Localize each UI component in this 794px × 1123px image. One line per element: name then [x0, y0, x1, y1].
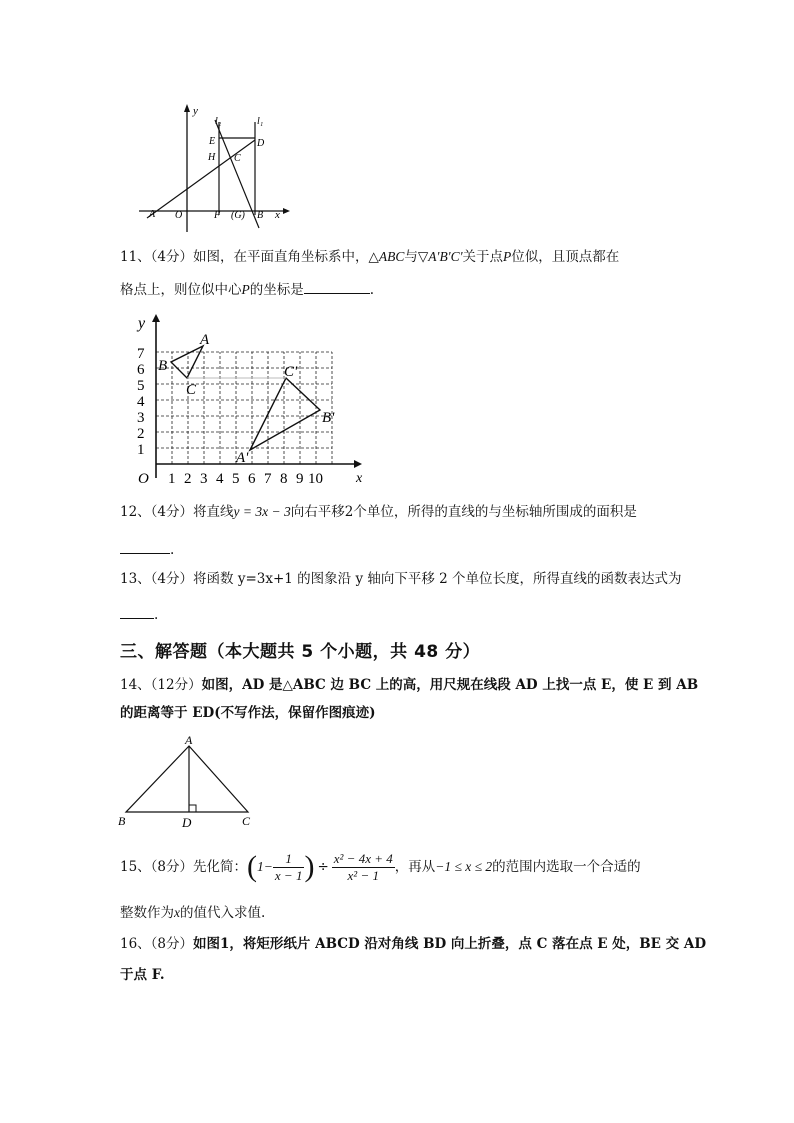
label-b: B: [257, 210, 264, 221]
q11-text-a: 如图，在平面直角坐标系中，: [193, 249, 369, 265]
question-14-line1: [120, 675, 698, 695]
x-axis-arrow: [354, 460, 362, 468]
label-l2: l₂: [215, 116, 222, 127]
label-c: C: [186, 382, 197, 398]
fraction-1-denominator: x − 1: [274, 867, 303, 883]
label-origin: O: [138, 471, 149, 487]
label-a: A: [200, 332, 210, 348]
fraction-2: [332, 851, 395, 884]
label-y: y: [193, 105, 198, 117]
answer-blank[interactable]: [120, 604, 154, 619]
x-tick-label: 5: [232, 471, 240, 487]
q12-text-a: 将直线: [193, 504, 234, 520]
section-heading: 三、解答题（本大题共 5 个小题，共 48 分）: [120, 642, 481, 662]
y-tick-label: 7: [137, 346, 145, 362]
fraction-2-denominator: x² − 1: [347, 867, 379, 883]
dashed-grid: [156, 352, 332, 464]
label-d: D: [182, 815, 192, 830]
divide-sign: ÷: [317, 859, 329, 875]
q15-line2a: 整数作为: [120, 905, 174, 921]
y-tick-label: 4: [137, 394, 145, 410]
question-11-line2: [120, 279, 374, 300]
label-o: O: [175, 210, 183, 221]
question-14-line2: 的距离等于 ED(不写作法，保留作图痕迹): [120, 705, 376, 721]
x-tick-label: 1: [168, 471, 176, 487]
variable-x: x: [174, 905, 180, 920]
question-12-line1: [120, 502, 637, 522]
y-tick-label: 6: [137, 362, 145, 378]
period: .: [170, 542, 175, 558]
q11-text-c: 关于点: [462, 249, 503, 265]
x-tick-label: 2: [184, 471, 192, 487]
period: .: [154, 607, 159, 623]
fraction-1-numerator: 1: [273, 851, 305, 868]
q15-text-b: ，再从: [394, 859, 436, 875]
one-minus: 1−: [257, 859, 273, 874]
triangle-abc-shape: [171, 346, 203, 378]
point-p-2: P: [241, 282, 250, 297]
q15-text-a: 先化简：: [193, 859, 248, 875]
question-number: 12、（4分）: [120, 504, 194, 520]
y-tick-label: 2: [137, 426, 145, 442]
label-e: E: [209, 136, 216, 147]
figure-q14-triangle: [112, 732, 262, 832]
label-c: C: [234, 153, 241, 164]
y-axis-arrow: [184, 104, 190, 112]
x-tick-label: 3: [200, 471, 208, 487]
triangle-abc-shape: [126, 746, 248, 812]
y-axis-arrow: [152, 314, 160, 322]
q12-text-b: 向右平移2个单位，所得的直线的与坐标轴所围成的面积是: [290, 504, 637, 520]
x-tick-label: 10: [308, 471, 323, 487]
triangle-a2b2c2-shape: [250, 378, 320, 450]
equation: y = 3x − 3: [233, 504, 291, 519]
q16-line1: 如图1，将矩形纸片 ABCD 沿对角线 BD 向上折叠，点 C 落在点 E 处，BE 交 AD: [193, 936, 707, 952]
question-16-line2: 于点 F.: [120, 967, 165, 983]
triangle-abc: △ABC: [368, 249, 405, 264]
x-tick-label: 7: [264, 471, 272, 487]
question-number: 13、（4分）: [120, 571, 194, 587]
label-b: B: [118, 814, 126, 828]
label-d: D: [257, 138, 265, 149]
fraction-1: [273, 851, 305, 884]
y-tick-label: 1: [137, 442, 145, 458]
q15-line2b: 的值代入求值.: [180, 905, 266, 921]
label-a: A: [185, 733, 193, 747]
x-tick-label: 9: [296, 471, 304, 487]
question-13-line1: [120, 569, 682, 589]
question-13-line2: [120, 604, 158, 625]
question-number: 14、（12分）: [120, 677, 202, 693]
figure-q11-grid: [128, 312, 368, 490]
y-tick-label: 5: [137, 378, 145, 394]
fraction-2-numerator: x² − 4x + 4: [333, 850, 393, 866]
x-tick-label: 4: [216, 471, 224, 487]
x-tick-labels: [168, 471, 323, 487]
figure-q10: [135, 100, 295, 235]
point-p: P: [502, 249, 512, 264]
q11-text-d: 位似，且顶点都在: [511, 249, 620, 265]
q15-text-c: 的范围内选取一个合适的: [492, 859, 641, 875]
question-number: 11、（4分）: [120, 249, 194, 265]
q11-line2: 格点上，则位似中心: [120, 282, 242, 298]
right-paren: ): [304, 850, 315, 883]
label-x: x: [275, 209, 280, 221]
y-tick-labels: [137, 346, 145, 458]
x-tick-label: 8: [280, 471, 288, 487]
answer-blank[interactable]: [120, 539, 170, 554]
label-c2: C': [284, 364, 298, 380]
label-b2: B': [322, 410, 335, 426]
x-axis-arrow: [283, 208, 290, 214]
question-number: 16、（8分）: [120, 936, 194, 952]
label-y: y: [138, 315, 146, 332]
label-a: A: [149, 209, 156, 220]
right-angle-mark: [189, 805, 196, 812]
question-number: 15、（8分）: [120, 859, 194, 875]
label-a2: A': [236, 450, 249, 466]
triangle-a2b2c2: ▽A'B'C': [417, 249, 463, 264]
q11-line2b: 的坐标是: [249, 282, 304, 298]
question-12-line2: [120, 539, 174, 560]
label-b: B: [158, 358, 168, 374]
answer-blank[interactable]: [304, 279, 370, 294]
q14-line1: 如图，AD 是△ABC 边 BC 上的高，用尺规在线段 AD 上找一点 E，使 E 到 AB: [201, 677, 699, 693]
label-h: H: [208, 152, 216, 163]
left-paren: (: [247, 850, 258, 883]
label-g: (G): [231, 210, 245, 221]
question-15-line1: [120, 846, 641, 888]
question-16-line1: [120, 934, 706, 954]
y-tick-label: 3: [137, 410, 145, 426]
q13-text: 将函数 y=3x+1 的图象沿 y 轴向下平移 2 个单位长度，所得直线的函数表达式为: [193, 571, 682, 587]
range: −1 ≤ x ≤ 2: [435, 859, 493, 874]
q11-text-b: 与: [404, 249, 418, 265]
label-f: F: [214, 210, 221, 221]
question-11-line1: [120, 247, 619, 267]
x-tick-label: 6: [248, 471, 256, 487]
period: .: [369, 282, 375, 298]
question-15-line2: [120, 903, 265, 923]
label-l1: l₁: [257, 116, 264, 127]
label-x: x: [356, 471, 363, 486]
label-c: C: [242, 814, 251, 828]
